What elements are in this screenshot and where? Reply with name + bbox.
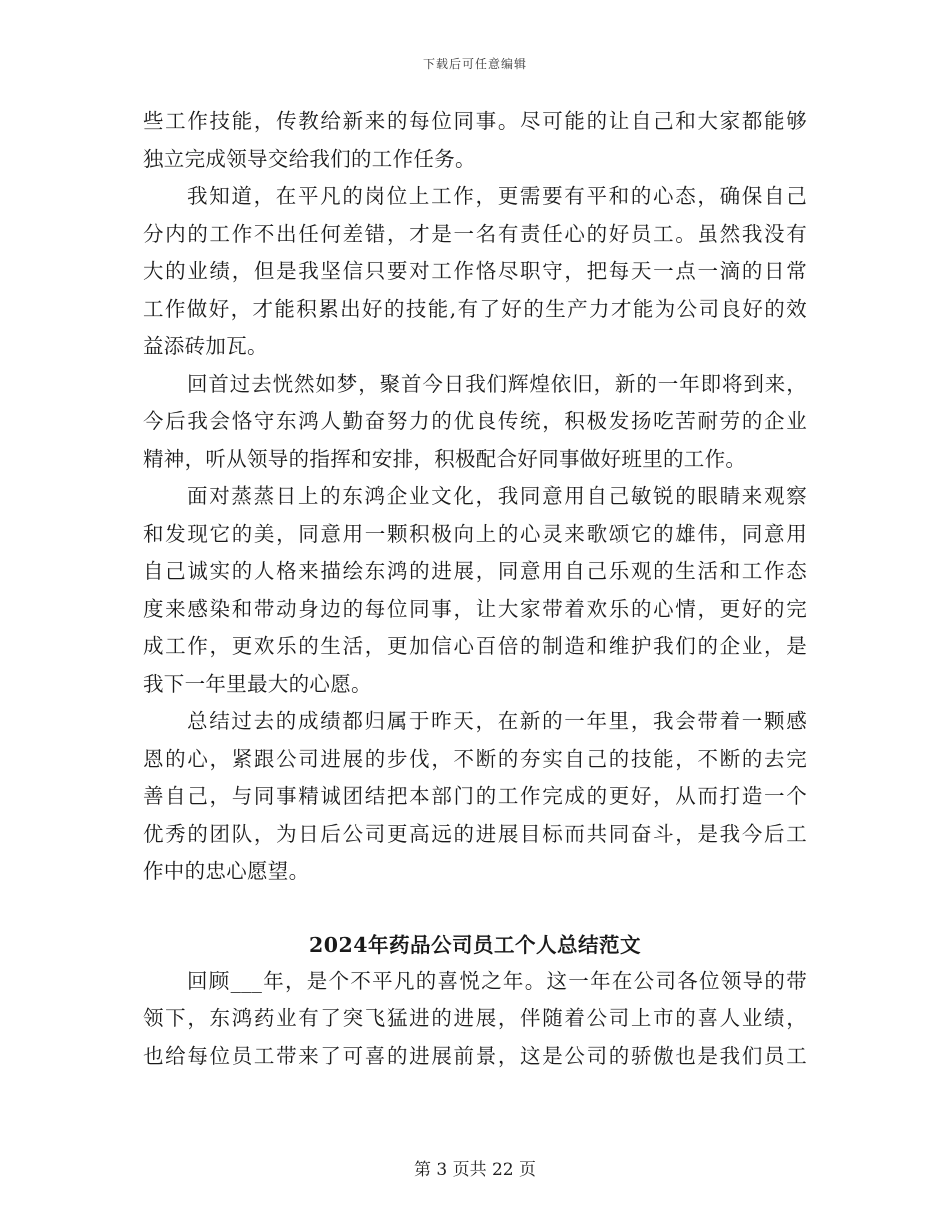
- text-line: 总结过去的成绩都归属于昨天，在新的一年里，我会带着一颗感: [187, 709, 807, 733]
- text-line: 独立完成领导交给我们的工作任务。: [143, 146, 476, 171]
- text-line: 度来感染和带动身边的每位同事，让大家带着欢乐的心情，更好的完: [143, 596, 807, 621]
- text-line: 我下一年里最大的心愿。: [143, 671, 372, 696]
- text-line: 恩的心，紧跟公司进展的步伐，不断的夯实自己的技能，不断的去完: [143, 746, 807, 771]
- text-line: 回顾___年，是个不平凡的喜悦之年。这一年在公司各位领导的带: [187, 968, 807, 993]
- paragraph-2: [143, 178, 807, 366]
- document-body: [143, 103, 807, 1075]
- text-line: 自己诚实的人格来描绘东鸿的进展，同意用自己乐观的生活和工作态: [143, 559, 807, 583]
- text-line: 善自己，与同事精诚团结把本部门的工作完成的更好，从而打造一个: [143, 784, 807, 808]
- page-header: 下载后可任意编辑: [422, 57, 527, 71]
- text-line: 我知道，在平凡的岗位上工作，更需要有平和的心态，确保自己: [187, 184, 807, 208]
- text-line: 面对蒸蒸日上的东鸿企业文化，我同意用自己敏锐的眼睛来观察: [187, 484, 807, 508]
- text-line: 也给每位员工带来了可喜的进展前景，这是公司的骄傲也是我们员工: [143, 1043, 807, 1068]
- text-line: 大的业绩，但是我坚信只要对工作恪尽职守，把每天一点一滴的日常: [143, 259, 807, 283]
- text-line: 作中的忠心愿望。: [143, 859, 310, 883]
- paragraph-1: [143, 103, 807, 178]
- section-spacer: [143, 891, 807, 927]
- text-line: 成工作，更欢乐的生活，更加信心百倍的制造和维护我们的企业，是: [143, 634, 807, 658]
- text-line: 些工作技能，传教给新来的每位同事。尽可能的让自己和大家都能够: [143, 109, 807, 133]
- paragraph-3: [143, 366, 807, 479]
- page-number: 第 3 页共 22 页: [413, 1160, 537, 1180]
- text-line: 精神，听从领导的指挥和安排，积极配合好同事做好班里的工作。: [143, 446, 747, 471]
- text-line: 益添砖加瓦。: [143, 334, 268, 358]
- text-line: 和发现它的美，同意用一颗积极向上的心灵来歌颂它的雄伟，同意用: [143, 521, 807, 546]
- paragraph-5: [143, 703, 807, 891]
- text-line: 回首过去恍然如梦，聚首今日我们辉煌依旧，新的一年即将到来，: [187, 371, 807, 396]
- text-line: 工作做好，才能积累出好的技能,有了好的生产力才能为公司良好的效: [143, 296, 807, 321]
- text-line: 分内的工作不出任何差错，才是一名有责任心的好员工。虽然我没有: [143, 221, 807, 246]
- text-line: 优秀的团队，为日后公司更高远的进展目标而共同奋斗，是我今后工: [143, 821, 807, 846]
- text-line: 领下，东鸿药业有了突飞猛进的进展，伴随着公司上市的喜人业绩，: [143, 1006, 807, 1030]
- text-line: 今后我会恪守东鸿人勤奋努力的优良传统，积极发扬吃苦耐劳的企业: [143, 409, 807, 433]
- paragraph-4: [143, 478, 807, 703]
- section-title: 2024年药品公司员工个人总结范文: [308, 932, 642, 957]
- section-paragraph: [143, 963, 807, 1076]
